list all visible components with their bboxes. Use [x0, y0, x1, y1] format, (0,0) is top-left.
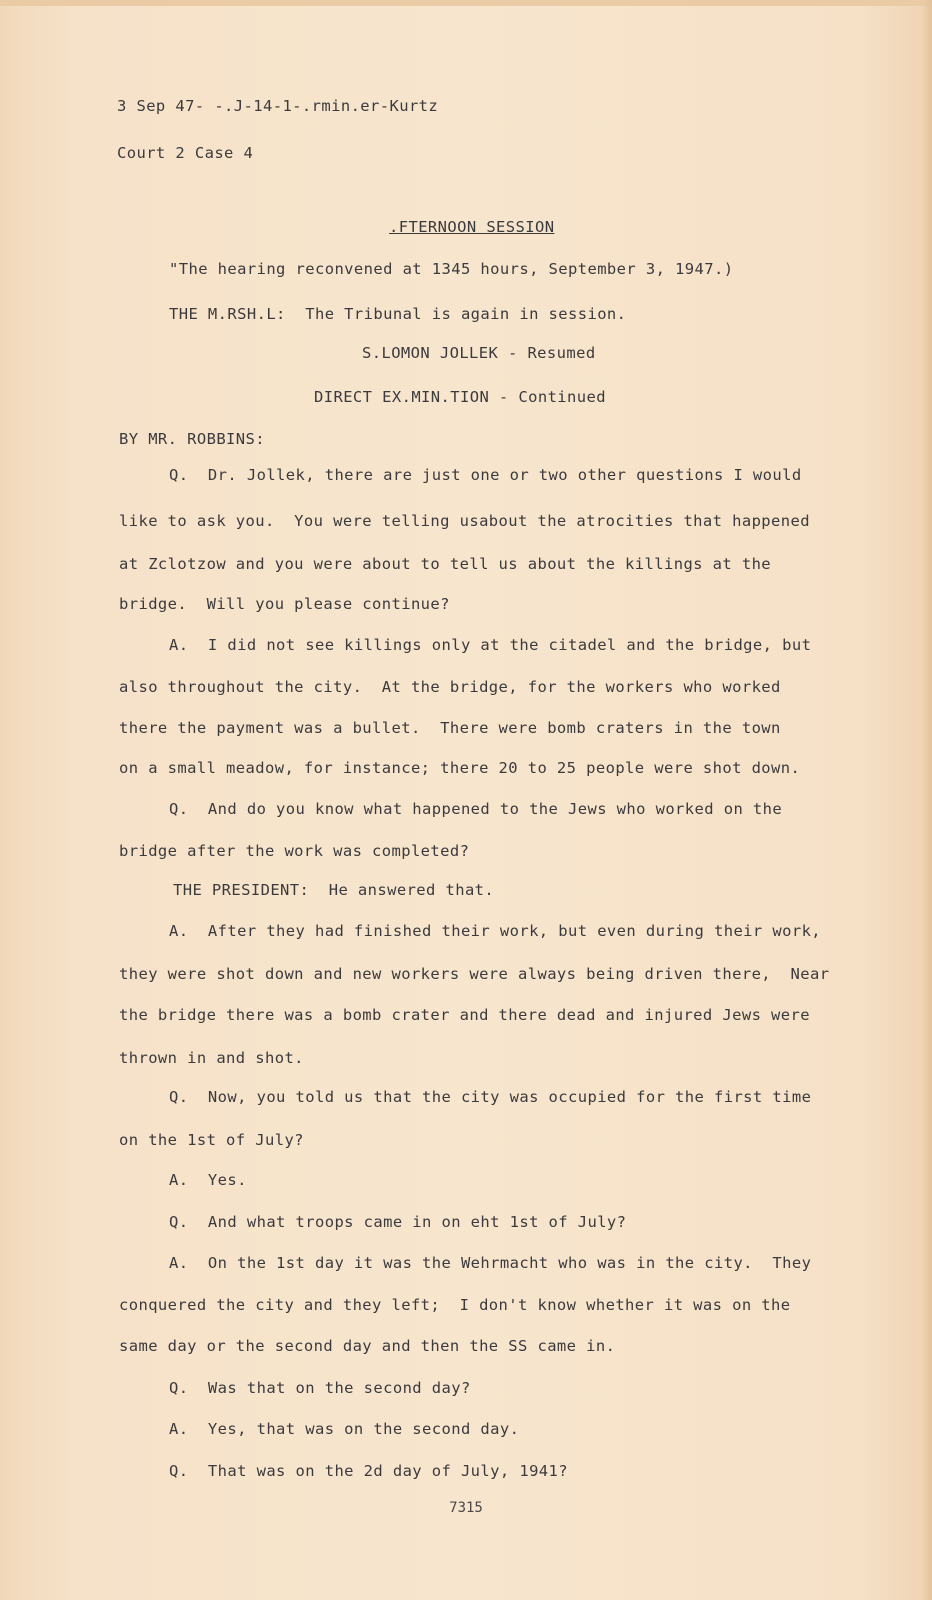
page-edge-top: [0, 0, 932, 6]
text-line: A. I did not see killings only at the citadel and the bridge, but: [169, 636, 812, 654]
text-line: Q. Dr. Jollek, there are just one or two other questions I would: [169, 466, 802, 484]
text-line: bridge after the work was completed?: [119, 842, 470, 860]
text-line: Q. That was on the 2d day of July, 1941?: [169, 1462, 569, 1480]
text-line: DIRECT EX.MIN.TION - Continued: [314, 388, 606, 406]
page-number: 7315: [449, 1500, 483, 1516]
text-line: also throughout the city. At the bridge, for the workers who worked: [119, 678, 781, 696]
text-line: A. Yes.: [169, 1171, 247, 1189]
page-edge-right: [922, 0, 932, 1600]
header-date-line: 3 Sep 47- -.J-14-1-.rmin.er-Kurtz: [117, 97, 439, 115]
session-title: .FTERNOON SESSION: [389, 218, 555, 236]
text-line: on the 1st of July?: [119, 1131, 304, 1149]
text-line: they were shot down and new workers were always being driven there, Near: [119, 965, 830, 983]
text-line: A. After they had finished their work, but even during their work,: [169, 922, 822, 940]
text-line: "The hearing reconvened at 1345 hours, September 3, 1947.): [169, 260, 734, 278]
text-line: BY MR. ROBBINS:: [119, 430, 265, 448]
header-court-line: Court 2 Case 4: [117, 144, 254, 162]
text-line: Q. Was that on the second day?: [169, 1379, 471, 1397]
text-line: at Zclotzow and you were about to tell us about the killings at the: [119, 555, 772, 573]
text-line: on a small meadow, for instance; there 20 to 25 people were shot down.: [119, 759, 801, 777]
text-line: thrown in and shot.: [119, 1049, 304, 1067]
text-line: the bridge there was a bomb crater and there dead and injured Jews were: [119, 1006, 810, 1024]
text-line: S.LOMON JOLLEK - Resumed: [362, 344, 596, 362]
text-line: Q. And what troops came in on eht 1st of July?: [169, 1213, 627, 1231]
text-line: there the payment was a bullet. There were bomb craters in the town: [119, 719, 781, 737]
text-line: conquered the city and they left; I don't know whether it was on the: [119, 1296, 791, 1314]
text-line: A. Yes, that was on the second day.: [169, 1420, 520, 1438]
text-line: like to ask you. You were telling usabout the atrocities that happened: [119, 512, 810, 530]
text-line: bridge. Will you please continue?: [119, 595, 450, 613]
text-line: Q. And do you know what happened to the Jews who worked on the: [169, 800, 783, 818]
text-line: same day or the second day and then the SS came in.: [119, 1337, 616, 1355]
text-line: THE PRESIDENT: He answered that.: [173, 881, 495, 899]
text-line: THE M.RSH.L: The Tribunal is again in session.: [169, 305, 627, 323]
text-line: A. On the 1st day it was the Wehrmacht who was in the city. They: [169, 1254, 812, 1272]
text-line: Q. Now, you told us that the city was occupied for the first time: [169, 1088, 812, 1106]
